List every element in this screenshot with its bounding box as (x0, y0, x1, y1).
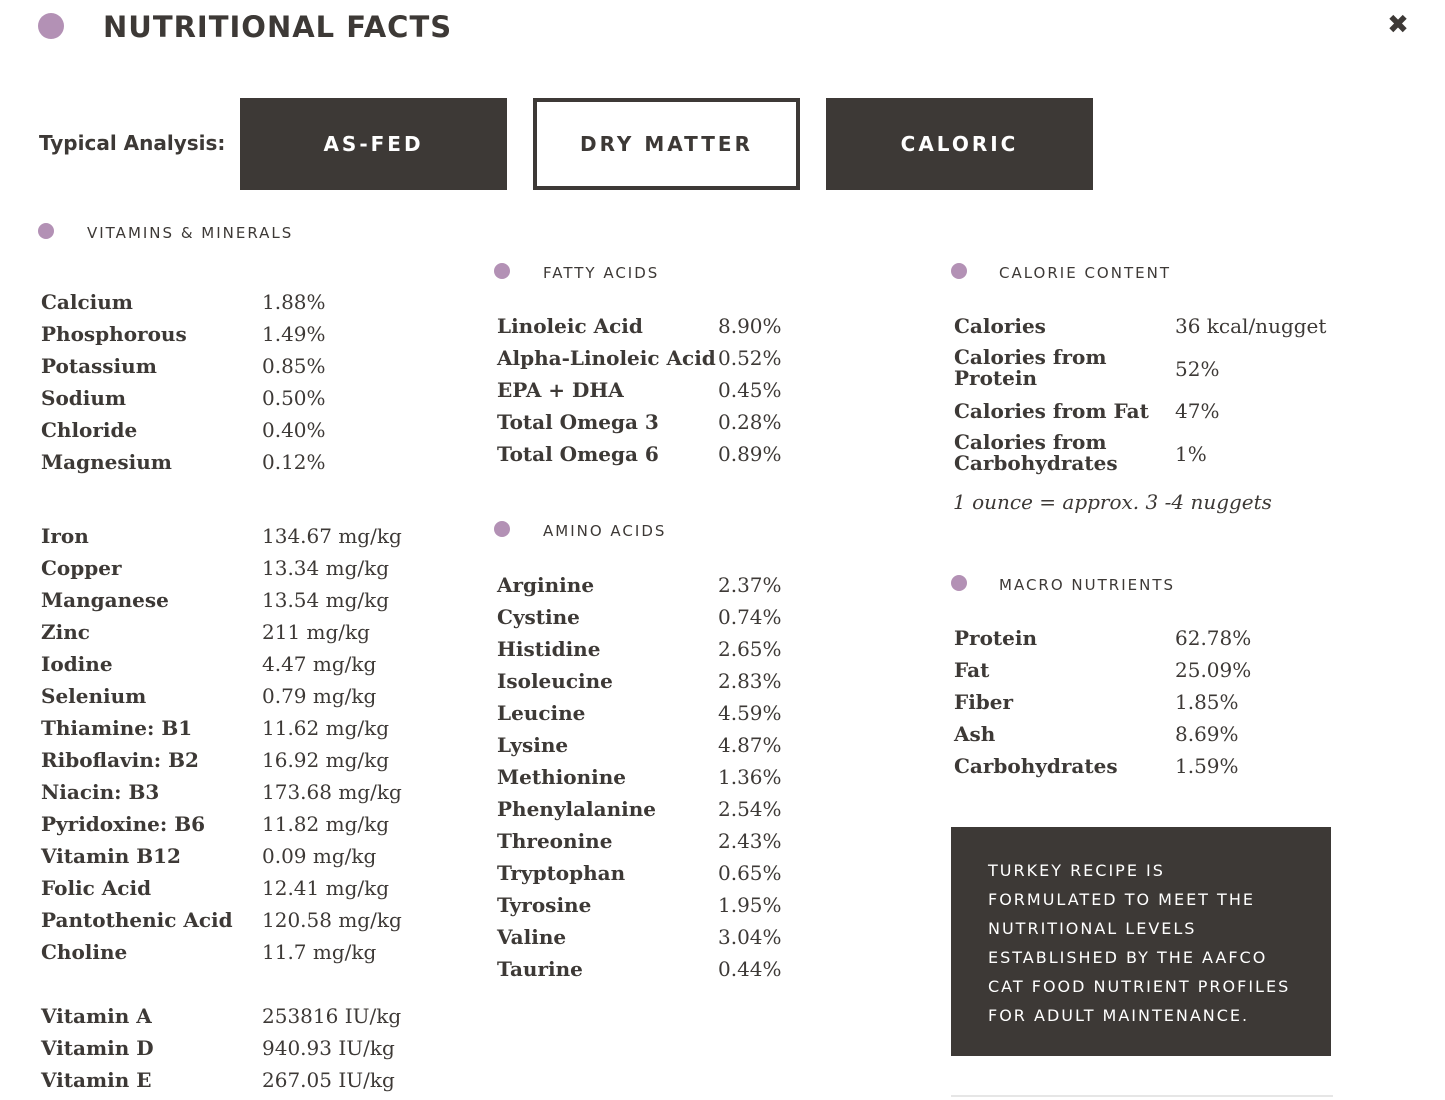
nutrient-name: Choline (41, 940, 128, 964)
nutrient-value: 36 kcal/nugget (1175, 314, 1327, 338)
nutrient-value: 1.59% (1175, 754, 1239, 778)
nutrient-name: Potassium (41, 354, 157, 378)
nutrient-name: Tryptophan (497, 861, 626, 885)
nutrient-name: Taurine (497, 957, 583, 981)
nutrient-value: 2.54% (718, 797, 782, 821)
nutrient-name: Cystine (497, 605, 580, 629)
nutrient-value: 173.68 mg/kg (262, 780, 402, 804)
nutrient-value: 4.87% (718, 733, 782, 757)
nutrient-name: Lysine (497, 733, 569, 757)
nutrient-value: 12.41 mg/kg (262, 876, 390, 900)
nutrient-value: 0.50% (262, 386, 326, 410)
serving-note: 1 ounce = approx. 3 -4 nuggets (953, 490, 1272, 514)
nutrient-name: Vitamin D (41, 1036, 154, 1060)
nutrient-name: Folic Acid (41, 876, 152, 900)
nutrient-value: 16.92 mg/kg (262, 748, 390, 772)
nutrient-value: 211 mg/kg (262, 620, 370, 644)
nutrient-value: 0.45% (718, 378, 782, 402)
nutrient-name: Zinc (41, 620, 90, 644)
nutrient-value: 0.12% (262, 450, 326, 474)
nutrient-value: 0.40% (262, 418, 326, 442)
nutrient-value: 0.74% (718, 605, 782, 629)
nutrient-name: Copper (41, 556, 122, 580)
page-title: NUTRITIONAL FACTS (103, 10, 453, 44)
nutrient-name: Histidine (497, 637, 601, 661)
nutrient-value: 120.58 mg/kg (262, 908, 402, 932)
nutrient-value: 0.28% (718, 410, 782, 434)
nutrient-name: Pyridoxine: B6 (41, 812, 206, 836)
nutrient-value: 1% (1175, 442, 1207, 466)
nutrient-name: Calories from Carbohydrates (954, 430, 1118, 475)
nutrient-name: Manganese (41, 588, 169, 612)
nutrient-value: 8.90% (718, 314, 782, 338)
nutrient-name: Chloride (41, 418, 138, 442)
tab-dry-matter[interactable]: DRY MATTER (533, 98, 800, 190)
section-bullet-icon (951, 575, 967, 591)
nutrient-name: Phenylalanine (497, 797, 656, 821)
nutrient-name: Methionine (497, 765, 626, 789)
nutrient-value: 0.09 mg/kg (262, 844, 377, 868)
nutrient-name: Ash (954, 722, 996, 746)
section-bullet-icon (494, 263, 510, 279)
section-bullet-icon (38, 223, 54, 239)
nutrient-name: Valine (497, 925, 567, 949)
nutrient-name: Leucine (497, 701, 586, 725)
nutrient-value: 1.49% (262, 322, 326, 346)
nutrient-value: 134.67 mg/kg (262, 524, 402, 548)
nutrient-value: 4.47 mg/kg (262, 652, 377, 676)
nutrient-value: 52% (1175, 357, 1220, 381)
nutrient-name: Calories (954, 314, 1046, 338)
nutrient-name: Vitamin E (41, 1068, 152, 1092)
nutrient-value: 0.85% (262, 354, 326, 378)
header-bullet-icon (38, 13, 64, 39)
nutrient-value: 8.69% (1175, 722, 1239, 746)
nutrient-value: 2.65% (718, 637, 782, 661)
nutrient-name: Tyrosine (497, 893, 592, 917)
divider (951, 1095, 1333, 1097)
nutrient-value: 62.78% (1175, 626, 1252, 650)
nutrient-value: 1.36% (718, 765, 782, 789)
nutrient-name: Vitamin B12 (41, 844, 181, 868)
nutrient-value: 267.05 IU/kg (262, 1068, 395, 1092)
nutrient-name: Threonine (497, 829, 613, 853)
nutrient-value: 2.37% (718, 573, 782, 597)
nutrient-value: 0.79 mg/kg (262, 684, 377, 708)
nutrient-value: 1.85% (1175, 690, 1239, 714)
nutrient-name: Sodium (41, 386, 127, 410)
nutrient-name: Riboflavin: B2 (41, 748, 199, 772)
section-title-vitamins: VITAMINS & MINERALS (87, 224, 294, 242)
nutrient-value: 2.43% (718, 829, 782, 853)
section-title-macro-nutrients: MACRO NUTRIENTS (999, 576, 1176, 594)
nutrient-name: Fiber (954, 690, 1014, 714)
nutrient-name: Calories from Fat (954, 399, 1149, 423)
section-bullet-icon (951, 263, 967, 279)
nutrient-name: Linoleic Acid (497, 314, 643, 338)
section-bullet-icon (494, 521, 510, 537)
nutrient-name: Niacin: B3 (41, 780, 160, 804)
nutrient-value: 11.62 mg/kg (262, 716, 390, 740)
nutrient-name: Calories from Protein (954, 345, 1107, 390)
nutrient-value: 25.09% (1175, 658, 1252, 682)
nutrient-name: Iodine (41, 652, 113, 676)
nutrient-name: Arginine (497, 573, 595, 597)
tab-as-fed[interactable]: AS-FED (240, 98, 507, 190)
nutrient-value: 13.54 mg/kg (262, 588, 390, 612)
section-title-amino-acids: AMINO ACIDS (543, 522, 667, 540)
nutrient-value: 3.04% (718, 925, 782, 949)
nutrient-name: Magnesium (41, 450, 172, 474)
nutrient-value: 13.34 mg/kg (262, 556, 390, 580)
nutrient-value: 0.89% (718, 442, 782, 466)
nutrient-value: 940.93 IU/kg (262, 1036, 395, 1060)
nutrient-value: 4.59% (718, 701, 782, 725)
close-icon[interactable]: ✖ (1387, 10, 1409, 40)
nutrient-name: Fat (954, 658, 990, 682)
nutrient-name: Alpha-Linoleic Acid (497, 346, 716, 370)
nutrient-name: Iron (41, 524, 89, 548)
nutrient-name: Vitamin A (41, 1004, 152, 1028)
nutrient-name: Selenium (41, 684, 147, 708)
nutrient-value: 1.95% (718, 893, 782, 917)
nutrient-value: 0.44% (718, 957, 782, 981)
nutrient-name: EPA + DHA (497, 378, 624, 402)
nutrient-name: Thiamine: B1 (41, 716, 193, 740)
nutrient-name: Pantothenic Acid (41, 908, 233, 932)
section-title-fatty-acids: FATTY ACIDS (543, 264, 660, 282)
nutrient-name: Isoleucine (497, 669, 613, 693)
nutrient-name: Protein (954, 626, 1038, 650)
nutrient-value: 47% (1175, 399, 1220, 423)
nutrient-name: Carbohydrates (954, 754, 1118, 778)
nutrient-value: 11.82 mg/kg (262, 812, 390, 836)
nutrient-value: 2.83% (718, 669, 782, 693)
nutrient-value: 0.52% (718, 346, 782, 370)
nutrient-value: 0.65% (718, 861, 782, 885)
nutrient-name: Phosphorous (41, 322, 187, 346)
aafco-statement: TURKEY RECIPE IS FORMULATED TO MEET THE NUTRITIONAL LEVELS ESTABLISHED BY THE AAFCO CAT FOOD NUTRIENT PROFILES FOR ADULT MAINTENANCE. (951, 827, 1331, 1056)
typical-analysis-label: Typical Analysis: (39, 131, 226, 155)
nutrient-name: Total Omega 6 (497, 442, 659, 466)
nutrient-value: 11.7 mg/kg (262, 940, 377, 964)
nutrient-name: Total Omega 3 (497, 410, 659, 434)
tab-caloric[interactable]: CALORIC (826, 98, 1093, 190)
nutrient-name: Calcium (41, 290, 133, 314)
nutrient-value: 1.88% (262, 290, 326, 314)
section-title-calorie-content: CALORIE CONTENT (999, 264, 1171, 282)
nutrient-value: 253816 IU/kg (262, 1004, 402, 1028)
